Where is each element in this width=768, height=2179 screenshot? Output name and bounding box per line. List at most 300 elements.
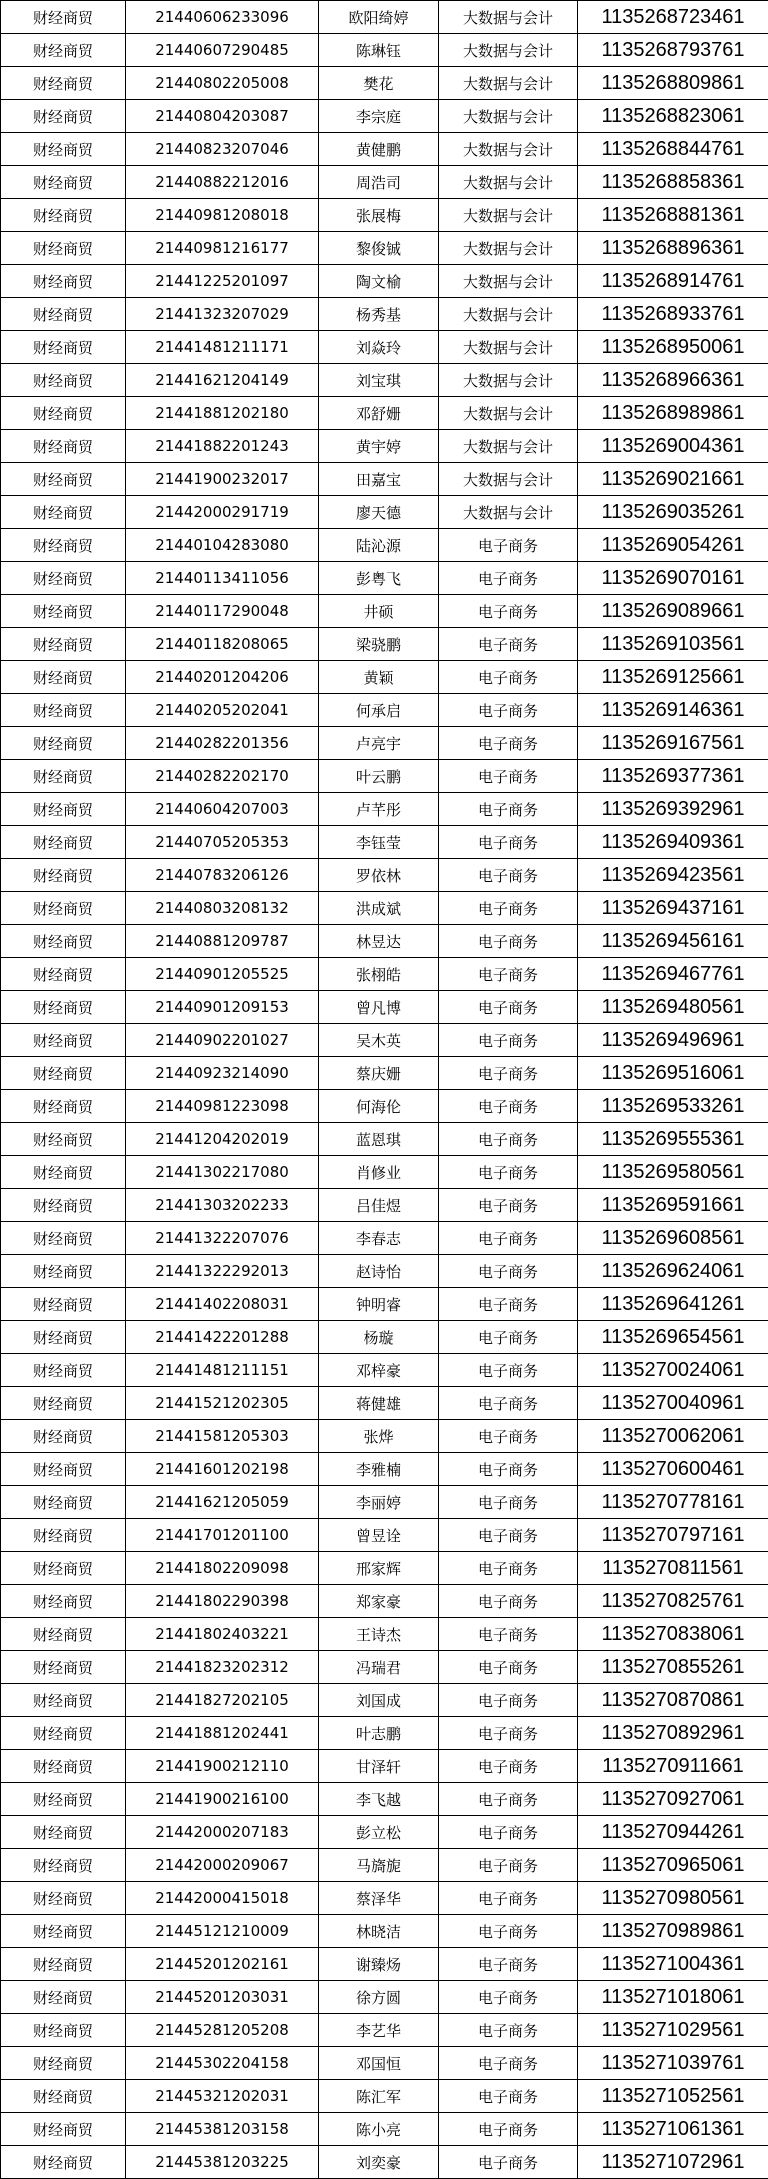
category-cell: 财经商贸 — [1, 1057, 126, 1090]
exam-number-cell: 21445381203225 — [126, 2146, 319, 2179]
exam-number-cell: 21445321202031 — [126, 2080, 319, 2113]
category-cell: 财经商贸 — [1, 397, 126, 430]
student-name-cell: 陶文榆 — [319, 265, 439, 298]
exam-number-cell: 21442000291719 — [126, 496, 319, 529]
exam-number-cell: 21440901205525 — [126, 958, 319, 991]
exam-number-cell: 21440113411056 — [126, 562, 319, 595]
table-row — [1, 628, 768, 661]
exam-number-cell: 21441802209098 — [126, 1552, 319, 1585]
major-cell: 电子商务 — [439, 793, 578, 826]
student-name-cell: 叶云鹏 — [319, 760, 439, 793]
student-name-cell: 彭立松 — [319, 1816, 439, 1849]
table-row — [1, 760, 768, 793]
major-cell: 大数据与会计 — [439, 430, 578, 463]
exam-number-cell: 21440282201356 — [126, 727, 319, 760]
table-row — [1, 1090, 768, 1123]
ticket-number-cell: 1135270911661 — [578, 1750, 768, 1783]
ticket-number-cell: 1135270811561 — [578, 1552, 768, 1585]
student-name-cell: 邓梓豪 — [319, 1354, 439, 1387]
major-cell: 电子商务 — [439, 1486, 578, 1519]
student-name-cell: 李飞越 — [319, 1783, 439, 1816]
table-row — [1, 2080, 768, 2113]
category-cell: 财经商贸 — [1, 595, 126, 628]
exam-number-cell: 21441521202305 — [126, 1387, 319, 1420]
exam-number-cell: 21445121210009 — [126, 1915, 319, 1948]
table-row — [1, 1486, 768, 1519]
table-row — [1, 1519, 768, 1552]
major-cell: 电子商务 — [439, 1882, 578, 1915]
exam-number-cell: 21441601202198 — [126, 1453, 319, 1486]
table-row — [1, 1321, 768, 1354]
exam-number-cell: 21440804203087 — [126, 100, 319, 133]
ticket-number-cell: 1135269054261 — [578, 529, 768, 562]
student-name-cell: 刘国成 — [319, 1684, 439, 1717]
ticket-number-cell: 1135268950061 — [578, 331, 768, 364]
major-cell: 电子商务 — [439, 1618, 578, 1651]
category-cell: 财经商贸 — [1, 1981, 126, 2014]
category-cell: 财经商贸 — [1, 2047, 126, 2080]
table-row — [1, 1948, 768, 1981]
category-cell: 财经商贸 — [1, 1453, 126, 1486]
category-cell: 财经商贸 — [1, 1849, 126, 1882]
major-cell: 大数据与会计 — [439, 166, 578, 199]
category-cell: 财经商贸 — [1, 1288, 126, 1321]
category-cell: 财经商贸 — [1, 1552, 126, 1585]
table-row — [1, 1618, 768, 1651]
table-row — [1, 100, 768, 133]
ticket-number-cell: 1135270927061 — [578, 1783, 768, 1816]
exam-number-cell: 21441802290398 — [126, 1585, 319, 1618]
major-cell: 电子商务 — [439, 1123, 578, 1156]
category-cell: 财经商贸 — [1, 892, 126, 925]
exam-number-cell: 21441900232017 — [126, 463, 319, 496]
major-cell: 电子商务 — [439, 1783, 578, 1816]
major-cell: 电子商务 — [439, 529, 578, 562]
category-cell: 财经商贸 — [1, 232, 126, 265]
major-cell: 电子商务 — [439, 562, 578, 595]
table-row — [1, 1552, 768, 1585]
student-name-cell: 周浩司 — [319, 166, 439, 199]
student-name-cell: 钟明睿 — [319, 1288, 439, 1321]
exam-number-cell: 21440981223098 — [126, 1090, 319, 1123]
ticket-number-cell: 1135271061361 — [578, 2113, 768, 2146]
category-cell: 财经商贸 — [1, 1882, 126, 1915]
ticket-number-cell: 1135271072961 — [578, 2146, 768, 2179]
major-cell: 电子商务 — [439, 1387, 578, 1420]
major-cell: 电子商务 — [439, 1156, 578, 1189]
ticket-number-cell: 1135269555361 — [578, 1123, 768, 1156]
ticket-number-cell: 1135268933761 — [578, 298, 768, 331]
ticket-number-cell: 1135269004361 — [578, 430, 768, 463]
ticket-number-cell: 1135269089661 — [578, 595, 768, 628]
category-cell: 财经商贸 — [1, 2146, 126, 2179]
exam-number-cell: 21441322292013 — [126, 1255, 319, 1288]
major-cell: 电子商务 — [439, 991, 578, 1024]
category-cell: 财经商贸 — [1, 859, 126, 892]
exam-number-cell: 21440981208018 — [126, 199, 319, 232]
major-cell: 电子商务 — [439, 2113, 578, 2146]
student-name-cell: 谢臻炀 — [319, 1948, 439, 1981]
category-cell: 财经商贸 — [1, 1783, 126, 1816]
student-name-cell: 林昱达 — [319, 925, 439, 958]
table-row — [1, 1156, 768, 1189]
category-cell: 财经商贸 — [1, 1255, 126, 1288]
student-name-cell: 杨璇 — [319, 1321, 439, 1354]
ticket-number-cell: 1135270965061 — [578, 1849, 768, 1882]
exam-number-cell: 21440118208065 — [126, 628, 319, 661]
category-cell: 财经商贸 — [1, 1387, 126, 1420]
ticket-number-cell: 1135270040961 — [578, 1387, 768, 1420]
table-row — [1, 1222, 768, 1255]
category-cell: 财经商贸 — [1, 628, 126, 661]
major-cell: 电子商务 — [439, 760, 578, 793]
student-name-cell: 黄宇婷 — [319, 430, 439, 463]
ticket-number-cell: 1135268896361 — [578, 232, 768, 265]
exam-number-cell: 21445302204158 — [126, 2047, 319, 2080]
major-cell: 大数据与会计 — [439, 397, 578, 430]
table-row — [1, 1420, 768, 1453]
major-cell: 电子商务 — [439, 1222, 578, 1255]
ticket-number-cell: 1135269392961 — [578, 793, 768, 826]
major-cell: 电子商务 — [439, 2014, 578, 2047]
exam-number-cell: 21440604207003 — [126, 793, 319, 826]
ticket-number-cell: 1135268809861 — [578, 67, 768, 100]
ticket-number-cell: 1135268844761 — [578, 133, 768, 166]
ticket-number-cell: 1135270062061 — [578, 1420, 768, 1453]
major-cell: 电子商务 — [439, 1255, 578, 1288]
major-cell: 电子商务 — [439, 1849, 578, 1882]
major-cell: 电子商务 — [439, 2146, 578, 2179]
ticket-number-cell: 1135270778161 — [578, 1486, 768, 1519]
exam-number-cell: 21441827202105 — [126, 1684, 319, 1717]
category-cell: 财经商贸 — [1, 661, 126, 694]
category-cell: 财经商贸 — [1, 2113, 126, 2146]
ticket-number-cell: 1135268858361 — [578, 166, 768, 199]
major-cell: 电子商务 — [439, 1717, 578, 1750]
category-cell: 财经商贸 — [1, 1519, 126, 1552]
student-name-cell: 李艺华 — [319, 2014, 439, 2047]
exam-number-cell: 21440705205353 — [126, 826, 319, 859]
exam-number-cell: 21445381203158 — [126, 2113, 319, 2146]
major-cell: 大数据与会计 — [439, 265, 578, 298]
table-row — [1, 826, 768, 859]
table-row — [1, 397, 768, 430]
exam-number-cell: 21440117290048 — [126, 595, 319, 628]
student-name-cell: 蓝恩琪 — [319, 1123, 439, 1156]
ticket-number-cell: 1135270870861 — [578, 1684, 768, 1717]
table-row — [1, 1123, 768, 1156]
category-cell: 财经商贸 — [1, 925, 126, 958]
student-name-cell: 黄健鹏 — [319, 133, 439, 166]
ticket-number-cell: 1135269125661 — [578, 661, 768, 694]
ticket-number-cell: 1135270944261 — [578, 1816, 768, 1849]
student-name-cell: 樊花 — [319, 67, 439, 100]
ticket-number-cell: 1135269167561 — [578, 727, 768, 760]
major-cell: 电子商务 — [439, 1684, 578, 1717]
ticket-number-cell: 1135269591661 — [578, 1189, 768, 1222]
student-name-cell: 曾昱诠 — [319, 1519, 439, 1552]
major-cell: 大数据与会计 — [439, 1, 578, 34]
ticket-number-cell: 1135268914761 — [578, 265, 768, 298]
table-row — [1, 958, 768, 991]
major-cell: 大数据与会计 — [439, 232, 578, 265]
exam-number-cell: 21440282202170 — [126, 760, 319, 793]
major-cell: 电子商务 — [439, 1519, 578, 1552]
table-row — [1, 1981, 768, 2014]
category-cell: 财经商贸 — [1, 760, 126, 793]
major-cell: 电子商务 — [439, 2080, 578, 2113]
major-cell: 电子商务 — [439, 1915, 578, 1948]
student-name-cell: 黎俊铖 — [319, 232, 439, 265]
category-cell: 财经商贸 — [1, 1717, 126, 1750]
category-cell: 财经商贸 — [1, 1222, 126, 1255]
category-cell: 财经商贸 — [1, 958, 126, 991]
category-cell: 财经商贸 — [1, 2014, 126, 2047]
table-row — [1, 1717, 768, 1750]
major-cell: 电子商务 — [439, 1651, 578, 1684]
table-row — [1, 1849, 768, 1882]
ticket-number-cell: 1135269533261 — [578, 1090, 768, 1123]
student-name-cell: 卢芊彤 — [319, 793, 439, 826]
exam-number-cell: 21441823202312 — [126, 1651, 319, 1684]
student-name-cell: 梁骁鹏 — [319, 628, 439, 661]
student-name-cell: 何承启 — [319, 694, 439, 727]
ticket-number-cell: 1135269103561 — [578, 628, 768, 661]
table-row — [1, 859, 768, 892]
exam-number-cell: 21445281205208 — [126, 2014, 319, 2047]
ticket-number-cell: 1135268723461 — [578, 1, 768, 34]
major-cell: 电子商务 — [439, 595, 578, 628]
table-row — [1, 232, 768, 265]
major-cell: 大数据与会计 — [439, 100, 578, 133]
major-cell: 电子商务 — [439, 1750, 578, 1783]
exam-number-cell: 21440981216177 — [126, 232, 319, 265]
major-cell: 电子商务 — [439, 1189, 578, 1222]
major-cell: 大数据与会计 — [439, 364, 578, 397]
exam-number-cell: 21445201203031 — [126, 1981, 319, 2014]
student-name-cell: 邢家辉 — [319, 1552, 439, 1585]
ticket-number-cell: 1135269654561 — [578, 1321, 768, 1354]
ticket-number-cell: 1135269624061 — [578, 1255, 768, 1288]
student-name-cell: 邓舒姗 — [319, 397, 439, 430]
exam-number-cell: 21440901209153 — [126, 991, 319, 1024]
major-cell: 电子商务 — [439, 1816, 578, 1849]
category-cell: 财经商贸 — [1, 1321, 126, 1354]
exam-number-cell: 21441581205303 — [126, 1420, 319, 1453]
student-name-cell: 赵诗怡 — [319, 1255, 439, 1288]
student-name-cell: 李丽婷 — [319, 1486, 439, 1519]
student-name-cell: 李钰莹 — [319, 826, 439, 859]
student-name-cell: 陆沁源 — [319, 529, 439, 562]
table-row — [1, 364, 768, 397]
category-cell: 财经商贸 — [1, 1354, 126, 1387]
major-cell: 电子商务 — [439, 1057, 578, 1090]
table-row — [1, 1255, 768, 1288]
table-row — [1, 1453, 768, 1486]
exam-number-cell: 21440606233096 — [126, 1, 319, 34]
table-row — [1, 166, 768, 199]
category-cell: 财经商贸 — [1, 793, 126, 826]
major-cell: 电子商务 — [439, 1024, 578, 1057]
student-name-cell: 甘泽轩 — [319, 1750, 439, 1783]
ticket-number-cell: 1135271052561 — [578, 2080, 768, 2113]
exam-number-cell: 21440882212016 — [126, 166, 319, 199]
table-row — [1, 199, 768, 232]
exam-number-cell: 21441900212110 — [126, 1750, 319, 1783]
ticket-number-cell: 1135269641261 — [578, 1288, 768, 1321]
category-cell: 财经商贸 — [1, 430, 126, 463]
category-cell: 财经商贸 — [1, 562, 126, 595]
table-body — [1, 1, 768, 2179]
exam-number-cell: 21440902201027 — [126, 1024, 319, 1057]
ticket-number-cell: 1135269516061 — [578, 1057, 768, 1090]
student-name-cell: 徐方圆 — [319, 1981, 439, 2014]
exam-number-cell: 21441621205059 — [126, 1486, 319, 1519]
table-row — [1, 892, 768, 925]
exam-number-cell: 21440201204206 — [126, 661, 319, 694]
table-row — [1, 1, 768, 34]
exam-number-cell: 21440803208132 — [126, 892, 319, 925]
student-name-cell: 刘奕豪 — [319, 2146, 439, 2179]
category-cell: 财经商贸 — [1, 496, 126, 529]
exam-number-cell: 21440802205008 — [126, 67, 319, 100]
student-name-cell: 刘焱玲 — [319, 331, 439, 364]
category-cell: 财经商贸 — [1, 1816, 126, 1849]
ticket-number-cell: 1135269423561 — [578, 859, 768, 892]
exam-number-cell: 21441323207029 — [126, 298, 319, 331]
ticket-number-cell: 1135270600461 — [578, 1453, 768, 1486]
student-name-cell: 彭粤飞 — [319, 562, 439, 595]
category-cell: 财经商贸 — [1, 1915, 126, 1948]
student-name-cell: 蔡泽华 — [319, 1882, 439, 1915]
ticket-number-cell: 1135271039761 — [578, 2047, 768, 2080]
student-name-cell: 卢亮宇 — [319, 727, 439, 760]
category-cell: 财经商贸 — [1, 166, 126, 199]
major-cell: 大数据与会计 — [439, 67, 578, 100]
category-cell: 财经商贸 — [1, 1090, 126, 1123]
exam-number-cell: 21441402208031 — [126, 1288, 319, 1321]
table-row — [1, 991, 768, 1024]
exam-number-cell: 21441481211151 — [126, 1354, 319, 1387]
ticket-number-cell: 1135271004361 — [578, 1948, 768, 1981]
exam-number-cell: 21440104283080 — [126, 529, 319, 562]
student-name-cell: 洪成斌 — [319, 892, 439, 925]
category-cell: 财经商贸 — [1, 463, 126, 496]
student-name-cell: 田嘉宝 — [319, 463, 439, 496]
ticket-number-cell: 1135270825761 — [578, 1585, 768, 1618]
ticket-number-cell: 1135270838061 — [578, 1618, 768, 1651]
exam-number-cell: 21441302217080 — [126, 1156, 319, 1189]
table-row — [1, 2047, 768, 2080]
table-row — [1, 694, 768, 727]
student-name-cell: 李春志 — [319, 1222, 439, 1255]
table-row — [1, 1783, 768, 1816]
ticket-number-cell: 1135269377361 — [578, 760, 768, 793]
table-row — [1, 2113, 768, 2146]
major-cell: 电子商务 — [439, 859, 578, 892]
table-row — [1, 1585, 768, 1618]
exam-number-cell: 21441225201097 — [126, 265, 319, 298]
student-name-cell: 陈汇军 — [319, 2080, 439, 2113]
student-name-cell: 欧阳绮婷 — [319, 1, 439, 34]
ticket-number-cell: 1135269467761 — [578, 958, 768, 991]
major-cell: 电子商务 — [439, 727, 578, 760]
category-cell: 财经商贸 — [1, 34, 126, 67]
major-cell: 电子商务 — [439, 1321, 578, 1354]
major-cell: 大数据与会计 — [439, 496, 578, 529]
student-name-cell: 黄颖 — [319, 661, 439, 694]
student-name-cell: 肖修业 — [319, 1156, 439, 1189]
table-row — [1, 925, 768, 958]
major-cell: 大数据与会计 — [439, 199, 578, 232]
major-cell: 电子商务 — [439, 1420, 578, 1453]
exam-number-cell: 21441422201288 — [126, 1321, 319, 1354]
student-name-cell: 井硕 — [319, 595, 439, 628]
table-row — [1, 529, 768, 562]
table-row — [1, 1750, 768, 1783]
major-cell: 电子商务 — [439, 925, 578, 958]
category-cell: 财经商贸 — [1, 1189, 126, 1222]
exam-number-cell: 21440607290485 — [126, 34, 319, 67]
ticket-number-cell: 1135268989861 — [578, 397, 768, 430]
table-row — [1, 2014, 768, 2047]
ticket-number-cell: 1135271029561 — [578, 2014, 768, 2047]
table-row — [1, 727, 768, 760]
table-row — [1, 67, 768, 100]
table-row — [1, 1882, 768, 1915]
ticket-number-cell: 1135270855261 — [578, 1651, 768, 1684]
student-name-cell: 林晓洁 — [319, 1915, 439, 1948]
student-name-cell: 郑家豪 — [319, 1585, 439, 1618]
table-row — [1, 1387, 768, 1420]
table-row — [1, 496, 768, 529]
student-name-cell: 杨秀基 — [319, 298, 439, 331]
category-cell: 财经商贸 — [1, 364, 126, 397]
student-name-cell: 张烨 — [319, 1420, 439, 1453]
table-row — [1, 265, 768, 298]
ticket-number-cell: 1135270024061 — [578, 1354, 768, 1387]
major-cell: 大数据与会计 — [439, 34, 578, 67]
category-cell: 财经商贸 — [1, 529, 126, 562]
ticket-number-cell: 1135268881361 — [578, 199, 768, 232]
major-cell: 电子商务 — [439, 826, 578, 859]
exam-number-cell: 21440923214090 — [126, 1057, 319, 1090]
student-name-cell: 廖天德 — [319, 496, 439, 529]
exam-number-cell: 21441802403221 — [126, 1618, 319, 1651]
student-name-cell: 曾凡博 — [319, 991, 439, 1024]
exam-number-cell: 21441303202233 — [126, 1189, 319, 1222]
major-cell: 电子商务 — [439, 958, 578, 991]
ticket-number-cell: 1135271018061 — [578, 1981, 768, 2014]
ticket-number-cell: 1135268966361 — [578, 364, 768, 397]
major-cell: 电子商务 — [439, 1585, 578, 1618]
category-cell: 财经商贸 — [1, 2080, 126, 2113]
exam-number-cell: 21440205202041 — [126, 694, 319, 727]
category-cell: 财经商贸 — [1, 1948, 126, 1981]
ticket-number-cell: 1135270989861 — [578, 1915, 768, 1948]
exam-number-cell: 21441621204149 — [126, 364, 319, 397]
ticket-number-cell: 1135270797161 — [578, 1519, 768, 1552]
ticket-number-cell: 1135268793761 — [578, 34, 768, 67]
major-cell: 大数据与会计 — [439, 331, 578, 364]
ticket-number-cell: 1135269480561 — [578, 991, 768, 1024]
exam-number-cell: 21441900216100 — [126, 1783, 319, 1816]
table-row — [1, 1915, 768, 1948]
student-name-cell: 吴木英 — [319, 1024, 439, 1057]
student-name-cell: 陈琳钰 — [319, 34, 439, 67]
category-cell: 财经商贸 — [1, 826, 126, 859]
table-row — [1, 1816, 768, 1849]
